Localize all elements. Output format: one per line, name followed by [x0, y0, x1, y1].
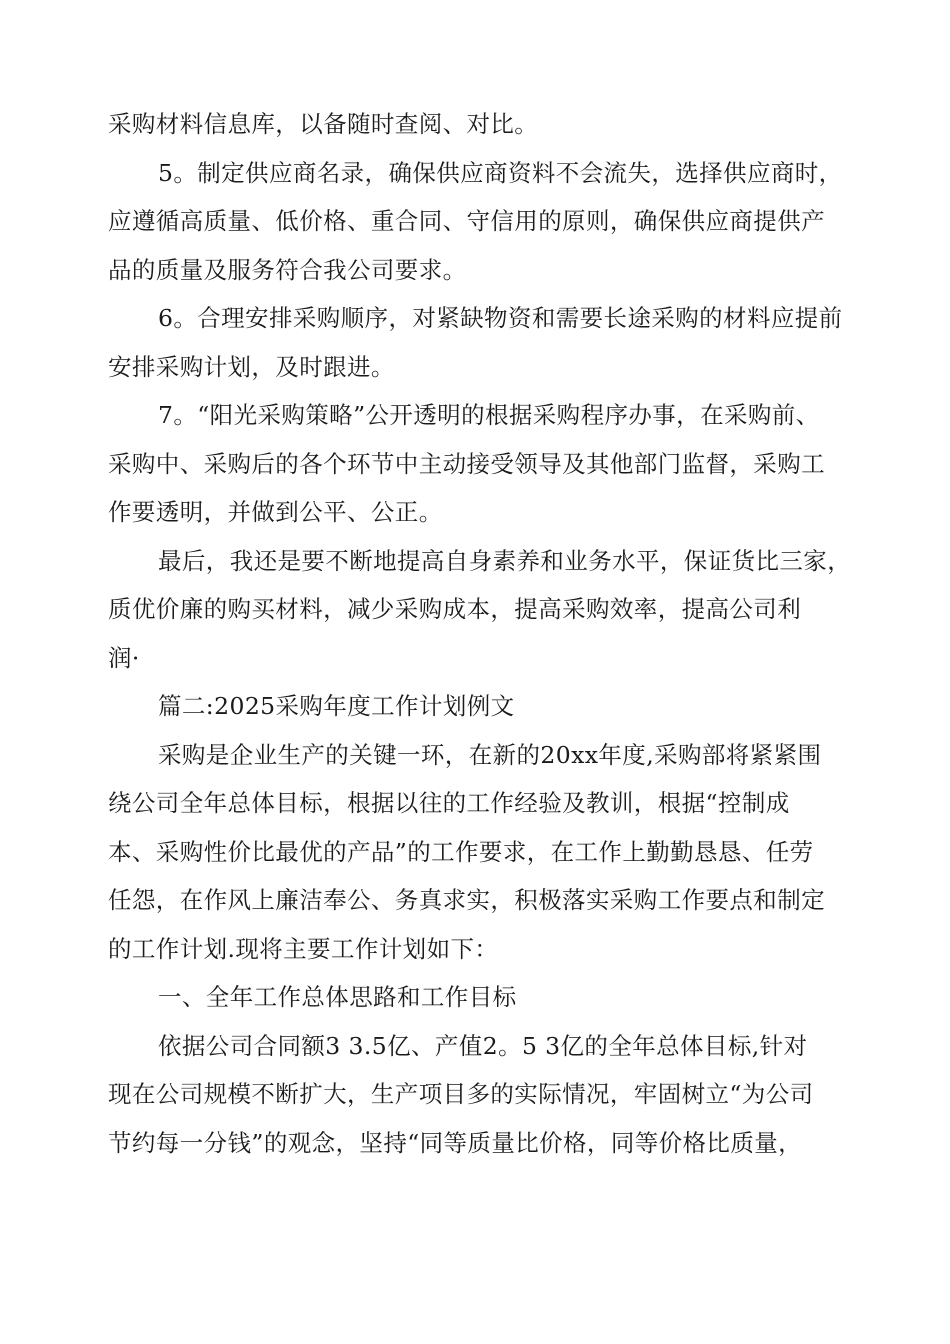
paragraph-intro	[108, 731, 854, 974]
text-line: 绕公司全年总体目标，根据以往的工作经验及教训，根据“控制成	[108, 789, 790, 817]
text-line: 应遵循高质量、低价格、重合同、守信用的原则，确保供应商提供产	[108, 207, 825, 235]
text-line: 一、全年工作总体思路和工作目标	[158, 983, 517, 1011]
paragraph-goals	[108, 1022, 854, 1168]
paragraph	[108, 100, 854, 149]
text-line: 任怨，在作风上廉洁奉公、务真求实，积极落实采购工作要点和制定	[108, 886, 825, 914]
document-body	[108, 100, 854, 1167]
text-line: 5。制定供应商名录，确保供应商资料不会流失，选择供应商时，	[158, 158, 843, 187]
text-line: 作要透明，并做到公平、公正。	[108, 498, 443, 526]
text-line: 依据公司合同额3 3.5亿、产值2。5 3亿的全年总体目标,针对	[158, 1031, 808, 1060]
paragraph-item-7	[108, 391, 854, 537]
text-line: 润·	[108, 643, 140, 672]
paragraph-conclusion	[108, 537, 854, 683]
text-line: 本、采购性价比最优的产品”的工作要求，在工作上勤勤恳恳、任劳	[108, 837, 814, 866]
text-line: 品的质量及服务符合我公司要求。	[108, 255, 467, 284]
text-line: 7。“阳光采购策略”公开透明的根据采购程序办事，在采购前、	[158, 401, 820, 429]
subsection-heading	[108, 973, 854, 1022]
text-line: 质优价廉的购买材料，减少采购成本，提高采购效率，提高公司利	[108, 595, 802, 623]
text-line: 篇二:2025采购年度工作计划例文	[158, 692, 515, 720]
text-line: 节约每一分钱”的观念，坚持“同等质量比价格，同等价格比质量，	[108, 1128, 803, 1157]
text-line: 安排采购计划，及时跟进。	[108, 352, 395, 381]
paragraph-item-6	[108, 294, 854, 391]
text-line: 采购材料信息库，以备随时查阅、对比。	[108, 110, 539, 138]
paragraph-item-5	[108, 149, 854, 295]
text-line: 采购是企业生产的关键一环，在新的20xx年度,采购部将紧紧围	[158, 740, 822, 769]
text-line: 采购中、采购后的各个环节中主动接受领导及其他部门监督，采购工	[108, 449, 825, 478]
text-line: 现在公司规模不断扩大，生产项目多的实际情况，牢固树立“为公司	[108, 1080, 814, 1108]
text-line: 最后，我还是要不断地提高自身素养和业务水平，保证货比三家，	[158, 546, 852, 575]
text-line: 6。合理安排采购顺序，对紧缺物资和需要长途采购的材料应提前	[158, 304, 843, 332]
text-line: 的工作计划.现将主要工作计划如下：	[108, 934, 499, 963]
section-heading	[108, 682, 854, 731]
